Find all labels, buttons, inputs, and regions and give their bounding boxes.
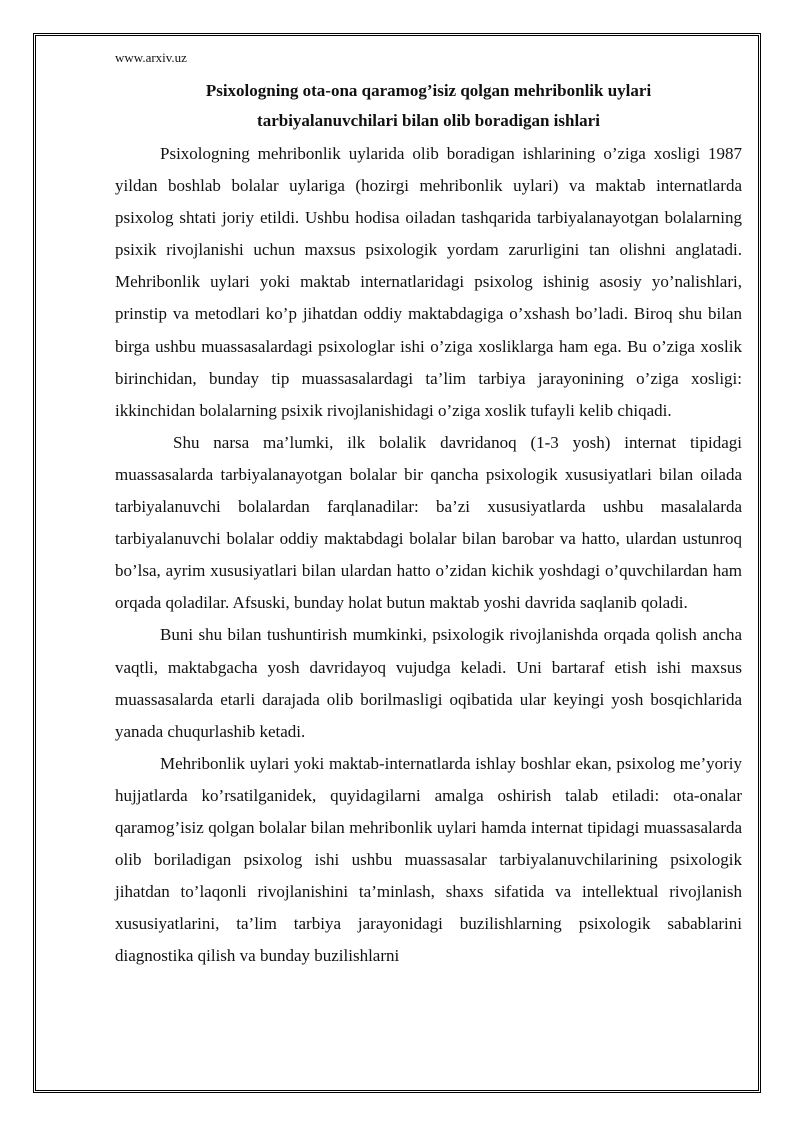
paragraph-2: Shu narsa ma’lumki, ilk bolalik davridanoq (1-3 yosh) internat tipidagi muassasalarda tarbiyalanayotgan bolalar bir qancha psixologik xususiyatlari bilan oilada tarbiyalanuvchi bolalardan farqlanadilar: ba’zi xususiyatlarda ushbu masalalarda tarbiyalanuvchi bolalar oddiy maktabdagi bolalar bilan barobar va hatto, ulardan ustunroq bo’lsa, ayrim xususiyatlari bilan ulardan hatto o’zidan kichik yoshdagi o’quvchilardan ham orqada qoladilar. Afsuski, bunday holat butun maktab yoshi davrida saqlanib qoladi.: [115, 432, 742, 613]
paragraph-1: Psixologning mehribonlik uylarida olib boradigan ishlarining o’ziga xosligi 1987 yildan boshlab bolalar uylariga (hozirgi mehribonlik uylari) va maktab internatlarda psixolog shtati joriy etildi. Ushbu hodisa oiladan tashqarida tarbiyalanayotgan bolalarning psixik rivojlanishi uchun maxsus psixologik yordam zarurligini tan olishni anglatadi. Mehribonlik uylari yoki maktab internatlaridagi psixolog ishinig asosiy yo’nalishlari, prinstip va metodlari ko’p jihatdan oddiy maktabdagiga o’xshash bo’ladi. Biroq shu bilan birga ushbu muassasalardagi psixologlar ishi o’ziga xosliklarga ham ega. Bu o’ziga xoslik birinchidan, bunday tip muassasalardagi ta’lim tarbiya jarayonining o’ziga xosligi: ikkinchidan bolalarning psixik rivojlanishidagi o’ziga xoslik tufayli kelib chiqadi.: [115, 144, 742, 420]
title-line-2: tarbiyalanuvchilari bilan olib boradigan ishlari: [257, 111, 600, 130]
document-title: [115, 76, 742, 136]
paragraph-4: Mehribonlik uylari yoki maktab-internatlarda ishlay boshlar ekan, psixolog me’yoriy hujjatlarda ko’rsatilganidek, quyidagilarni amalga oshirish talab etiladi: ota-onalar qaramog’isiz qolgan bolalar bilan mehribonlik uylari hamda internat tipidagi muassasalarda olib boriladigan psixolog ishi ushbu muassasalar tarbiyalanuvchilarining psixologik jihatdan to’laqonli rivojlanishini ta’minlash, shaxs sifatida va intellektual rivojlanish xususiyatlarini, ta’lim tarbiya jarayonidagi buzilishlarning psixologik sabablarini diagnostika qilish va bunday buzilishlarni: [115, 753, 742, 966]
source-url: www.arxiv.uz: [115, 50, 187, 65]
document-body: [115, 138, 742, 972]
title-line-1: Psixologning ota-ona qaramog’isiz qolgan mehribonlik uylari: [205, 81, 652, 100]
paragraph-3: Buni shu bilan tushuntirish mumkinki, psixologik rivojlanishda orqada qolish ancha vaqtli, maktabgacha yosh davridayoq vujudga keladi. Uni bartaraf etish ishi maxsus muassasalarda etarli darajada olib borilmasligi oqibatida ular keyingi yosh bosqichlarida yanada chuqurlashib ketadi.: [115, 625, 742, 741]
